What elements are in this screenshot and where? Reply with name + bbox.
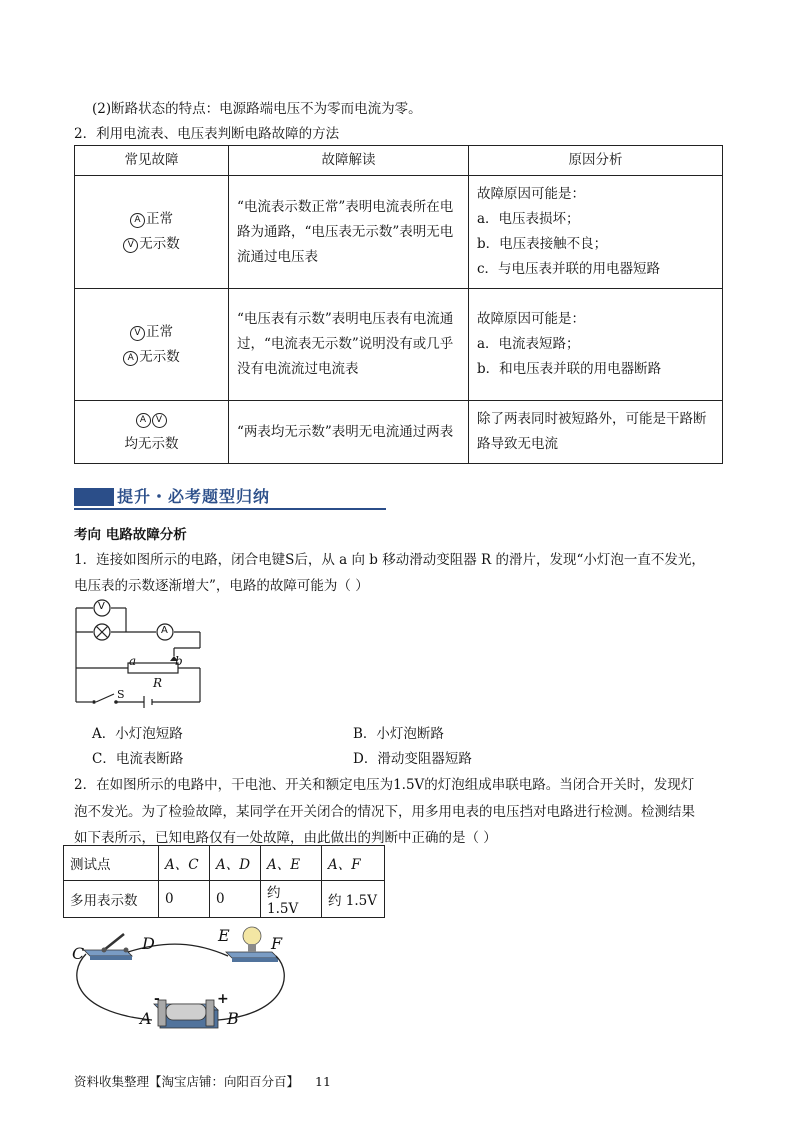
table-cell: A、E <box>261 846 322 881</box>
q2-circuit-illustration <box>66 922 296 1037</box>
cause-cell <box>469 289 723 401</box>
ammeter-icon: A <box>136 413 151 428</box>
table-cell: A、F <box>322 846 385 881</box>
q1-option-b[interactable]: B．小灯泡断路 <box>353 726 444 742</box>
table-row <box>64 881 385 918</box>
q1-option-c[interactable]: C．电流表断路 <box>92 751 184 767</box>
banner-bar <box>74 488 114 506</box>
terminal-d-label: D <box>142 934 155 953</box>
terminal-c-label: C <box>72 944 85 963</box>
table-cell: 约 1.5V <box>261 881 322 918</box>
voltmeter-icon: V <box>152 413 167 428</box>
table-row <box>64 846 385 881</box>
q1-stem-line2: 电压表的示数逐渐增大”，电路的故障可能为（ ） <box>74 578 369 594</box>
header-interpretation: 故障解读 <box>229 146 469 176</box>
header-cause: 原因分析 <box>469 146 723 176</box>
rheostat-label: R <box>153 676 163 690</box>
q1-circuit-diagram <box>66 596 216 708</box>
interpretation-cell: “电压表有示数”表明电压表有电流通过，“电流表无示数”说明没有或几乎没有电流流过电流表 <box>229 289 469 401</box>
fault-text: 正常 <box>146 211 173 227</box>
voltmeter-label: V <box>98 601 105 612</box>
terminal-a-label: A <box>140 1009 152 1028</box>
table-row <box>75 176 723 289</box>
q1-option-a[interactable]: A．小灯泡短路 <box>92 726 183 742</box>
q2-stem-line2: 泡不发光。为了检验故障，某同学在开关闭合的情况下，用多用电表的电压挡对电路进行检测。检测结果 <box>74 804 695 820</box>
terminal-b-label: B <box>227 1009 239 1028</box>
banner-underline <box>74 508 386 510</box>
cause-title: 故障原因可能是： <box>477 186 585 202</box>
cause-cell: 除了两表同时被短路外，可能是干路断路导致无电流 <box>469 401 723 464</box>
header-common-fault: 常见故障 <box>75 146 229 176</box>
table-cell: 0 <box>210 881 261 918</box>
table-row <box>75 289 723 401</box>
table-cell: A、D <box>210 846 261 881</box>
ammeter-icon: A <box>130 213 145 228</box>
ammeter-label: A <box>161 625 168 636</box>
interpretation-cell: “电流表示数正常”表明电流表所在电路为通路，“电压表无示数”表明无电流通过电压表 <box>229 176 469 289</box>
q1-stem-line1: 1．连接如图所示的电路，闭合电键S后，从 a 向 b 移动滑动变阻器 R 的滑片，发现“小灯泡一直不发光， <box>74 552 705 568</box>
open-circuit-note: (2)断路状态的特点：电源路端电压不为零而电流为零。 <box>92 101 422 117</box>
battery-plus-label: + <box>217 991 229 1007</box>
q1-option-d[interactable]: D．滑动变阻器短路 <box>353 751 472 767</box>
page-number: 11 <box>315 1074 331 1089</box>
q2-stem-line3: 如下表所示，已知电路仅有一处故障，由此做出的判断中正确的是（ ） <box>74 830 497 846</box>
fault-cell <box>75 289 229 401</box>
footer-source: 资料收集整理【淘宝店铺：向阳百分百】 <box>74 1074 300 1089</box>
table-cell: A、C <box>159 846 210 881</box>
fault-table <box>74 145 723 464</box>
terminal-f-label: F <box>271 934 283 953</box>
voltmeter-icon: V <box>130 326 145 341</box>
cause-title: 故障原因可能是： <box>477 311 585 327</box>
table-cell: 测试点 <box>64 846 159 881</box>
footer <box>74 1072 331 1090</box>
cause-item: b．电压表接触不良； <box>477 236 608 252</box>
cause-item: a．电压表损坏； <box>477 211 580 227</box>
table-row <box>75 401 723 464</box>
table-cell: 约 1.5V <box>322 881 385 918</box>
rheostat-end-a-label: a <box>129 654 137 668</box>
fault-table-header <box>75 146 723 176</box>
fault-text: 无示数 <box>139 236 180 252</box>
rheostat-end-b-label: b <box>175 654 183 668</box>
fault-cell <box>75 401 229 464</box>
topic-title: 考向 电路故障分析 <box>74 527 187 543</box>
cause-cell <box>469 176 723 289</box>
table-cell: 多用表示数 <box>64 881 159 918</box>
terminal-e-label: E <box>218 926 230 945</box>
section-2-title: 2．利用电流表、电压表判断电路故障的方法 <box>74 126 340 142</box>
ammeter-icon: A <box>123 351 138 366</box>
fault-text: 无示数 <box>139 348 180 365</box>
table-cell: 0 <box>159 881 210 918</box>
banner-title: 提升・必考题型归纳 <box>117 487 271 506</box>
switch-label: S <box>117 688 125 701</box>
fault-cell <box>75 176 229 289</box>
q2-test-table <box>63 845 385 918</box>
cause-item: c．与电压表并联的用电器短路 <box>477 261 661 277</box>
cause-item: a．电流表短路； <box>477 336 580 352</box>
fault-text: 均无示数 <box>124 436 179 452</box>
battery-minus-label: - <box>154 991 160 1007</box>
q2-stem-line1: 2．在如图所示的电路中，干电池、开关和额定电压为1.5V的灯泡组成串联电路。当闭合开关时，发现灯 <box>74 777 695 793</box>
cause-item: b．和电压表并联的用电器断路 <box>477 361 662 377</box>
voltmeter-icon: V <box>123 238 138 253</box>
fault-text: 正常 <box>146 323 173 340</box>
interpretation-cell: “两表均无示数”表明无电流通过两表 <box>229 401 469 464</box>
